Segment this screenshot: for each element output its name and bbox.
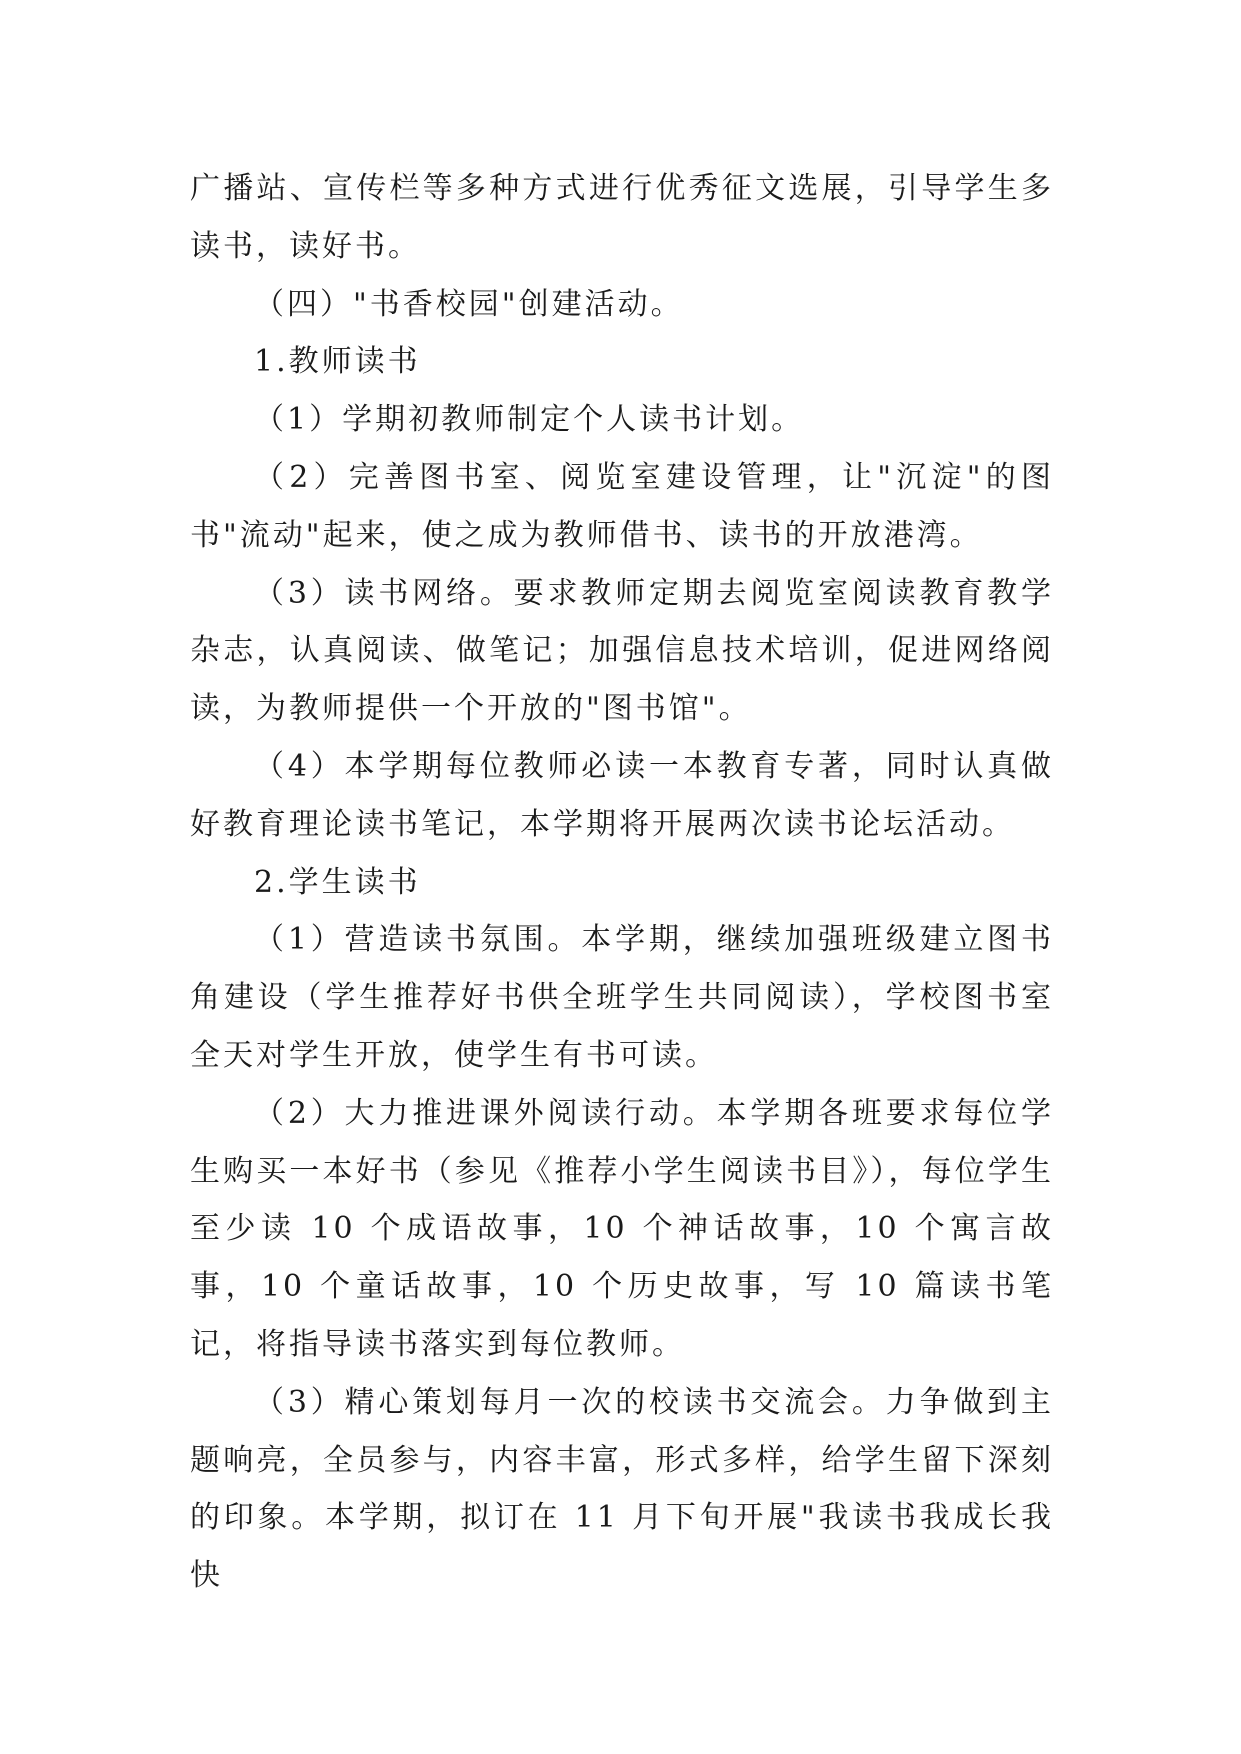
paragraph-11: （3）精心策划每月一次的校读书交流会。力争做到主题响亮，全员参与，内容丰富，形式多样，给学生留下深刻的印象。本学期，拟订在 11 月下旬开展"我读书我成长我快 — [190, 1384, 1054, 1594]
document-body — [190, 160, 1054, 1605]
paragraph-3: 1.教师读书 — [254, 344, 421, 380]
paragraph-5: （2）完善图书室、阅览室建设管理，让"沉淀"的图书"流动"起来，使之成为教师借书、读书的开放港湾。 — [190, 459, 1054, 553]
paragraph-4: （1）学期初教师制定个人读书计划。 — [254, 402, 805, 438]
paragraph-10: （2）大力推进课外阅读行动。本学期各班要求每位学生购买一本好书（参见《推荐小学生阅读书目》），每位学生至少读 10 个成语故事，10 个神话故事，10 个寓言故事，10 个童话故事，10 个历史故事，写 10 篇读书笔记，将指导读书落实到每位教师。 — [190, 1095, 1054, 1362]
paragraph-7: （4）本学期每位教师必读一本教育专著，同时认真做好教育理论读书笔记，本学期将开展两次读书论坛活动。 — [190, 748, 1054, 842]
paragraph-1: 广播站、宣传栏等多种方式进行优秀征文选展，引导学生多读书，读好书。 — [190, 171, 1054, 264]
paragraph-6: （3）读书网络。要求教师定期去阅览室阅读教育教学杂志，认真阅读、做笔记；加强信息技术培训，促进网络阅读，为教师提供一个开放的"图书馆"。 — [190, 575, 1054, 727]
paragraph-9: （1）营造读书氛围。本学期，继续加强班级建立图书角建设（学生推荐好书供全班学生共同阅读），学校图书室全天对学生开放，使学生有书可读。 — [190, 922, 1054, 1073]
paragraph-2: （四）"书香校园"创建活动。 — [254, 286, 684, 322]
paragraph-8: 2.学生读书 — [254, 864, 421, 900]
